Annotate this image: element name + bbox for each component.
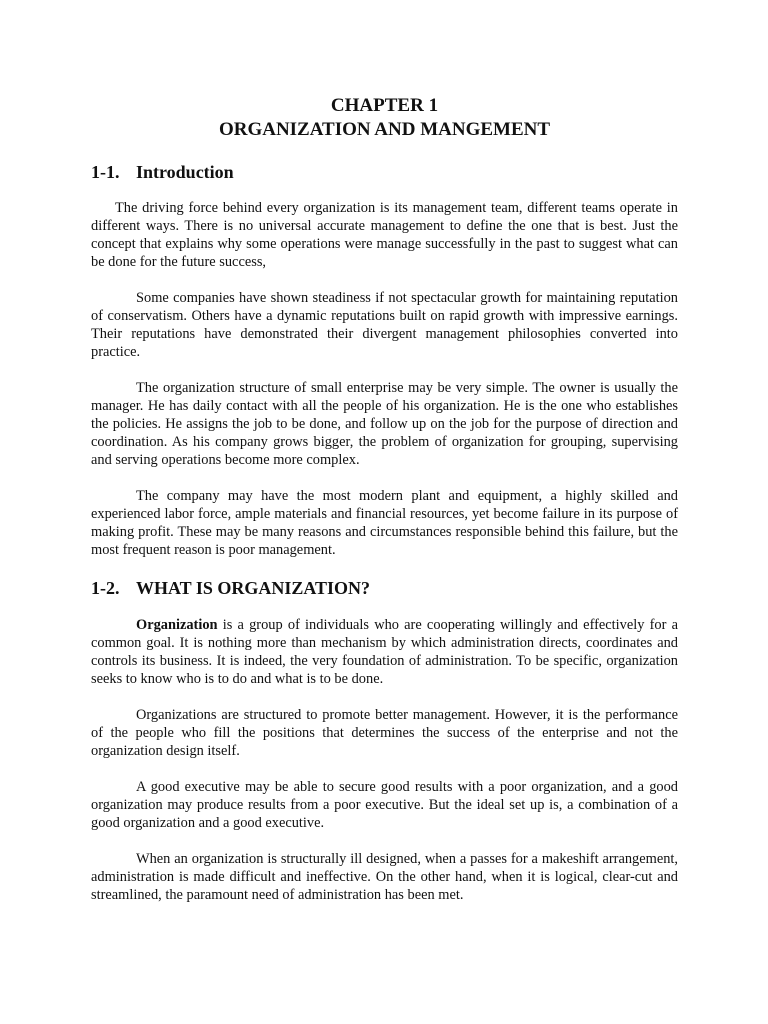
- chapter-heading: [91, 94, 678, 142]
- paragraph-text: is a group of individuals who are cooperating willingly and effectively for a common goal. It is nothing more than mechanism by which administration directs, coordinates and controls its business. It is indeed, the very foundation of administration. To be specific, organization seeks to know who is to do and what is to be done.: [91, 617, 678, 687]
- chapter-title: ORGANIZATION AND MANGEMENT: [218, 119, 551, 140]
- paragraph: The company may have the most modern plant and equipment, a highly skilled and experienced labor force, ample materials and financial resources, yet become failure in its purpose of making profit. These may be many reasons and circumstances responsible behind this failure, but the most frequent reason is poor management.: [91, 488, 678, 558]
- section-number: 1-1.: [91, 162, 120, 182]
- chapter-label: CHAPTER 1: [330, 95, 439, 116]
- bold-term: Organization: [136, 617, 218, 633]
- paragraph: [91, 616, 678, 688]
- paragraph: Organizations are structured to promote better management. However, it is the performance of the people who fill the positions that determines the success of the enterprise and not the organization design itself.: [91, 707, 678, 759]
- paragraph: The driving force behind every organization is its management team, different teams operate in different ways. There is no universal accurate management to define the one that is best. Just the concept that explains why some operations were manage successfully in the past to suggest what can be done for the future success,: [91, 200, 678, 270]
- section-number: 1-2.: [91, 578, 120, 598]
- paragraph: When an organization is structurally ill designed, when a passes for a makeshift arrangement, administration is made difficult and ineffective. On the other hand, when it is logical, clear-cut and streamlined, the paramount need of administration has been met.: [91, 851, 678, 903]
- section-heading-introduction: [91, 161, 678, 183]
- paragraph: The organization structure of small enterprise may be very simple. The owner is usually the manager. He has daily contact with all the people of his organization. He is the one who establishes the policies. He assigns the job to be done, and follow up on the job for the purpose of direction and coordination. As his company grows bigger, the problem of organization for grouping, supervising and serving operations become more complex.: [91, 380, 678, 468]
- paragraph: Some companies have shown steadiness if not spectacular growth for maintaining reputation of conservatism. Others have a dynamic reputations built on rapid growth with impressive earnings. Their reputations have demonstrated their divergent management philosophies converted into practice.: [91, 290, 678, 360]
- section-title: WHAT IS ORGANIZATION?: [136, 578, 371, 598]
- document-page: [91, 94, 678, 904]
- paragraph: A good executive may be able to secure good results with a poor organization, and a good organization may produce results from a poor executive. But the ideal set up is, a combination of a good organization and a good executive.: [91, 779, 678, 831]
- section-heading-what-is-organization: [91, 577, 678, 599]
- section-title: Introduction: [136, 162, 234, 182]
